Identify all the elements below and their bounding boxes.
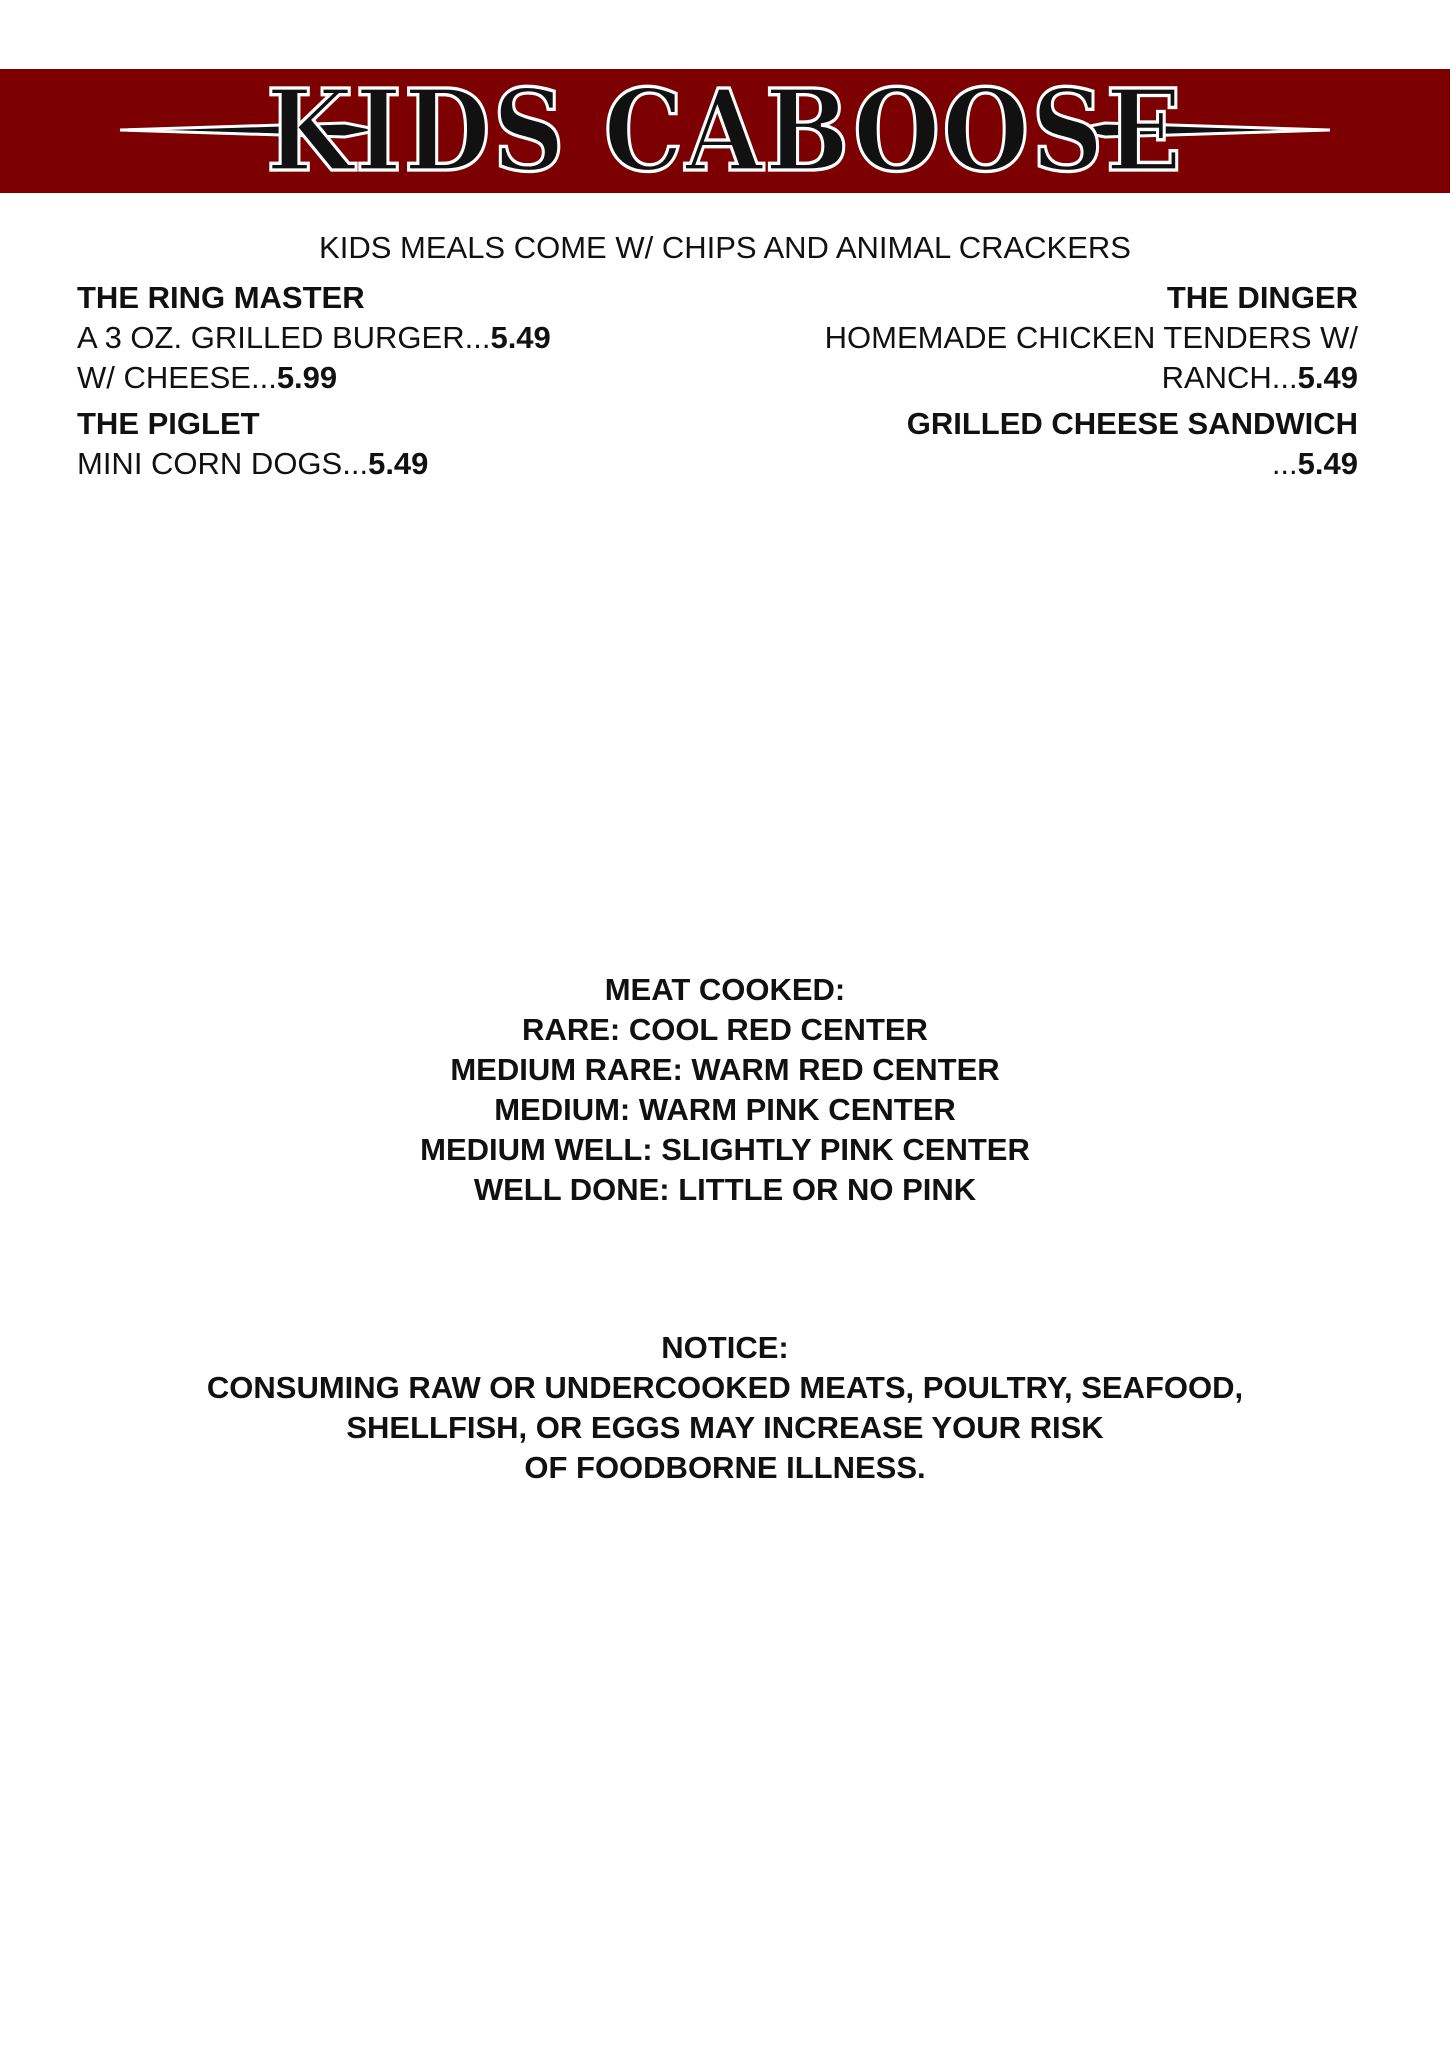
doneness-line: MEDIUM WELL: SLIGHTLY PINK CENTER	[420, 1132, 1030, 1167]
doneness-line: MEDIUM RARE: WARM RED CENTER	[450, 1052, 1000, 1087]
menu-item-piglet	[77, 404, 428, 484]
page-title: KIDS CABOOSE	[266, 64, 1184, 198]
item-price: 5.99	[276, 360, 338, 395]
item-description: A 3 OZ. GRILLED BURGER...5.49	[77, 320, 551, 355]
item-price: 5.49	[1297, 360, 1358, 395]
doneness-line: WELL DONE: LITTLE OR NO PINK	[473, 1172, 977, 1207]
meat-cooked-guide	[0, 970, 1450, 1210]
menu-item-grilled-cheese	[907, 404, 1358, 484]
item-name: THE DINGER	[1166, 280, 1358, 315]
notice-heading: NOTICE:	[661, 1330, 789, 1365]
item-description: ...5.49	[1271, 446, 1358, 481]
item-description: MINI CORN DOGS...5.49	[77, 446, 429, 481]
doneness-line: RARE: COOL RED CENTER	[522, 1012, 928, 1047]
item-name: GRILLED CHEESE SANDWICH	[906, 406, 1358, 441]
notice-line: CONSUMING RAW OR UNDERCOOKED MEATS, POULTRY, SEAFOOD,	[206, 1370, 1244, 1405]
health-notice	[0, 1328, 1450, 1488]
header-banner	[0, 64, 1450, 198]
menu-item-dinger	[825, 278, 1358, 398]
menu-item-ring-master	[77, 278, 551, 398]
item-description-cont: RANCH...5.49	[1161, 360, 1358, 395]
kids-meal-note: KIDS MEALS COME W/ CHIPS AND ANIMAL CRACKERS	[319, 230, 1131, 265]
item-option: W/ CHEESE...5.99	[77, 360, 338, 395]
doneness-line: MEDIUM: WARM PINK CENTER	[494, 1092, 956, 1127]
item-name: THE RING MASTER	[77, 280, 365, 315]
meat-cooked-heading: MEAT COOKED:	[604, 972, 846, 1007]
item-name: THE PIGLET	[77, 406, 260, 441]
item-price: 5.49	[490, 320, 551, 355]
item-description: HOMEMADE CHICKEN TENDERS W/	[824, 320, 1358, 355]
notice-line: SHELLFISH, OR EGGS MAY INCREASE YOUR RISK	[346, 1410, 1104, 1445]
notice-line: OF FOODBORNE ILLNESS.	[524, 1450, 926, 1485]
item-price: 5.49	[368, 446, 429, 481]
item-price: 5.49	[1297, 446, 1358, 481]
